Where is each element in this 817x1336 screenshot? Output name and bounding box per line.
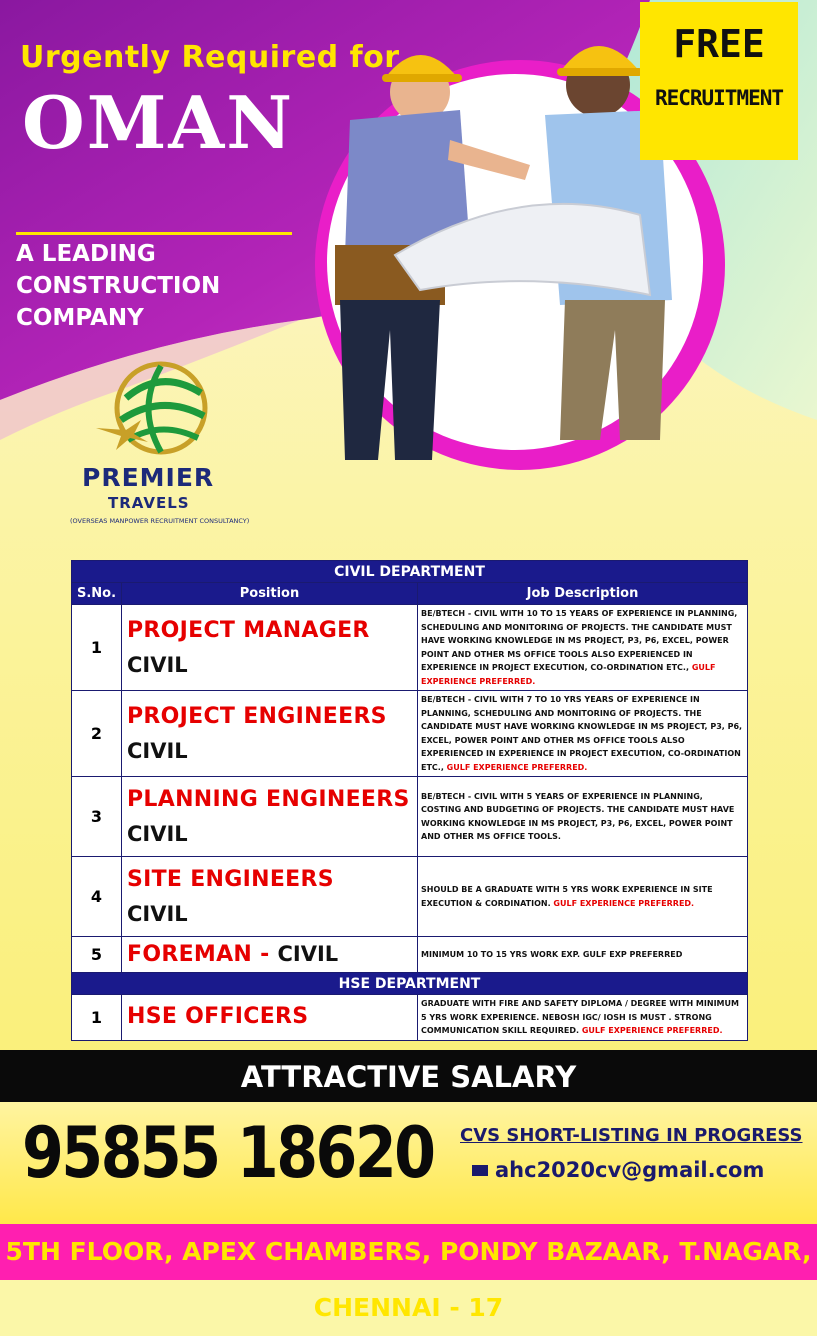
- free-recruitment-badge: [640, 2, 798, 160]
- description-text: BE/BTECH - CIVIL WITH 7 TO 10 YRS YEARS OF EXPERIENCE IN PLANNING, SCHEDULING AND MONITORING OF PROJECTS. THE CANDIDATE MUST HAVE WORKING KNOWLEDGE IN MS PROJECT, P3, P6, EXCEL, POWER POINT AND OTHER MS OFFICE TOOLS ALSO EXPERIENCED IN EXPERIENCE IN PROJECT EXECUTION, CO-ORDINATION ETC.,: [421, 695, 743, 772]
- column-header-position: Position: [122, 583, 418, 605]
- gulf-note: GULF EXPERIENCE PREFERRED.: [446, 762, 588, 772]
- position-title: PROJECT MANAGER: [127, 617, 370, 643]
- row-position: [122, 995, 418, 1041]
- hse-department-header: HSE DEPARTMENT: [72, 973, 748, 995]
- position-title: FOREMAN -: [127, 942, 278, 967]
- mail-icon: [472, 1165, 488, 1176]
- jobs-table: [71, 560, 748, 1041]
- contact-email[interactable]: [472, 1158, 764, 1182]
- table-row: [72, 937, 748, 973]
- position-title: PLANNING ENGINEERS: [127, 786, 410, 812]
- position-sub: CIVIL: [127, 821, 188, 846]
- row-description: MINIMUM 10 TO 15 YRS WORK EXP. GULF EXP PREFERRED: [418, 937, 748, 973]
- description-text: BE/BTECH - CIVIL WITH 10 TO 15 YEARS OF EXPERIENCE IN PLANNING, SCHEDULING AND MONITORING OF PROJECTS. THE CANDIDATE MUST HAVE WORKING KNOWLEDGE IN MS PROJECT, P3, P6, EXCEL, POWER POINT AND OTHER MS OFFICE TOOLS ALSO EXPERIENCED IN EXPERIENCE IN PROJECT EXECUTION, CO-ORDINATION ETC.,: [421, 609, 738, 672]
- logo-name: PREMIER: [82, 463, 215, 492]
- description-text: SHOULD BE A GRADUATE WITH 5 YRS WORK EXPERIENCE IN SITE EXECUTION & CORDINATION.: [421, 885, 713, 908]
- row-position: [122, 937, 418, 973]
- company-description: A LEADING CONSTRUCTION COMPANY: [16, 241, 221, 331]
- gulf-note: GULF EXPERIENCE PREFERRED.: [553, 898, 695, 908]
- position-title: SITE ENGINEERS: [127, 866, 334, 892]
- table-row: [72, 605, 748, 691]
- description-text: GRADUATE WITH FIRE AND SAFETY DIPLOMA / DEGREE WITH MINIMUM 5 YRS WORK EXPERIENCE. NEBOSH IGC/ IOSH IS MUST . STRONG COMMUNICATION SKILL REQUIRED.: [421, 999, 739, 1035]
- logo-subname: TRAVELS: [108, 494, 190, 512]
- table-row: [72, 691, 748, 777]
- table-row: [72, 857, 748, 937]
- row-sno: 2: [72, 691, 122, 777]
- row-position: [122, 691, 418, 777]
- table-row: [72, 995, 748, 1041]
- badge-line1: FREE: [673, 22, 765, 66]
- table-row: [72, 777, 748, 857]
- row-position: [122, 777, 418, 857]
- description-text: BE/BTECH - CIVIL WITH 5 YEARS OF EXPERIENCE IN PLANNING, COSTING AND BUDGETING OF PROJECTS. THE CANDIDATE MUST HAVE WORKING KNOWLEDGE IN MS PROJECT, P3, P6, EXCEL, POWER POINT AND OTHER MS OFFICE TOOLS.: [421, 791, 735, 841]
- badge-line2: RECRUITMENT: [654, 86, 784, 110]
- row-position: [122, 857, 418, 937]
- email-text[interactable]: ahc2020cv@gmail.com: [495, 1158, 765, 1182]
- position-sub: CIVIL: [277, 942, 339, 966]
- row-description: [418, 995, 748, 1041]
- row-sno: 4: [72, 857, 122, 937]
- column-header-description: Job Description: [418, 583, 748, 605]
- address-banner: 5TH FLOOR, APEX CHAMBERS, PONDY BAZAAR, T.NAGAR, CHENNAI - 17: [0, 1224, 817, 1280]
- row-position: [122, 605, 418, 691]
- attractive-salary-banner: ATTRACTIVE SALARY: [0, 1050, 817, 1102]
- position-title: HSE OFFICERS: [127, 1004, 309, 1030]
- row-description: [418, 777, 748, 857]
- gulf-note: GULF EXPERIENCE PREFERRED.: [421, 663, 716, 686]
- headline-country: OMAN: [22, 80, 295, 165]
- logo-tagline: (OVERSEAS MANPOWER RECRUITMENT CONSULTANCY): [70, 517, 250, 525]
- row-description: [418, 857, 748, 937]
- row-description: [418, 691, 748, 777]
- position-title: PROJECT ENGINEERS: [127, 703, 387, 729]
- row-description: [418, 605, 748, 691]
- row-sno: 1: [72, 995, 122, 1041]
- row-sno: 5: [72, 937, 122, 973]
- row-sno: 1: [72, 605, 122, 691]
- cvs-shortlisting-note: CVS SHORT-LISTING IN PROGRESS: [460, 1125, 803, 1146]
- column-header-sno: S.No.: [72, 583, 122, 605]
- position-sub: CIVIL: [127, 738, 188, 763]
- civil-department-header: CIVIL DEPARTMENT: [72, 561, 748, 583]
- row-sno: 3: [72, 777, 122, 857]
- headline-urgently: Urgently Required for: [20, 40, 400, 75]
- position-sub: CIVIL: [127, 901, 188, 926]
- divider: [16, 232, 292, 235]
- contact-phone[interactable]: 95855 18620: [22, 1112, 434, 1194]
- position-sub: CIVIL: [127, 652, 188, 677]
- gulf-note: GULF EXPERIENCE PREFERRED.: [581, 1026, 723, 1035]
